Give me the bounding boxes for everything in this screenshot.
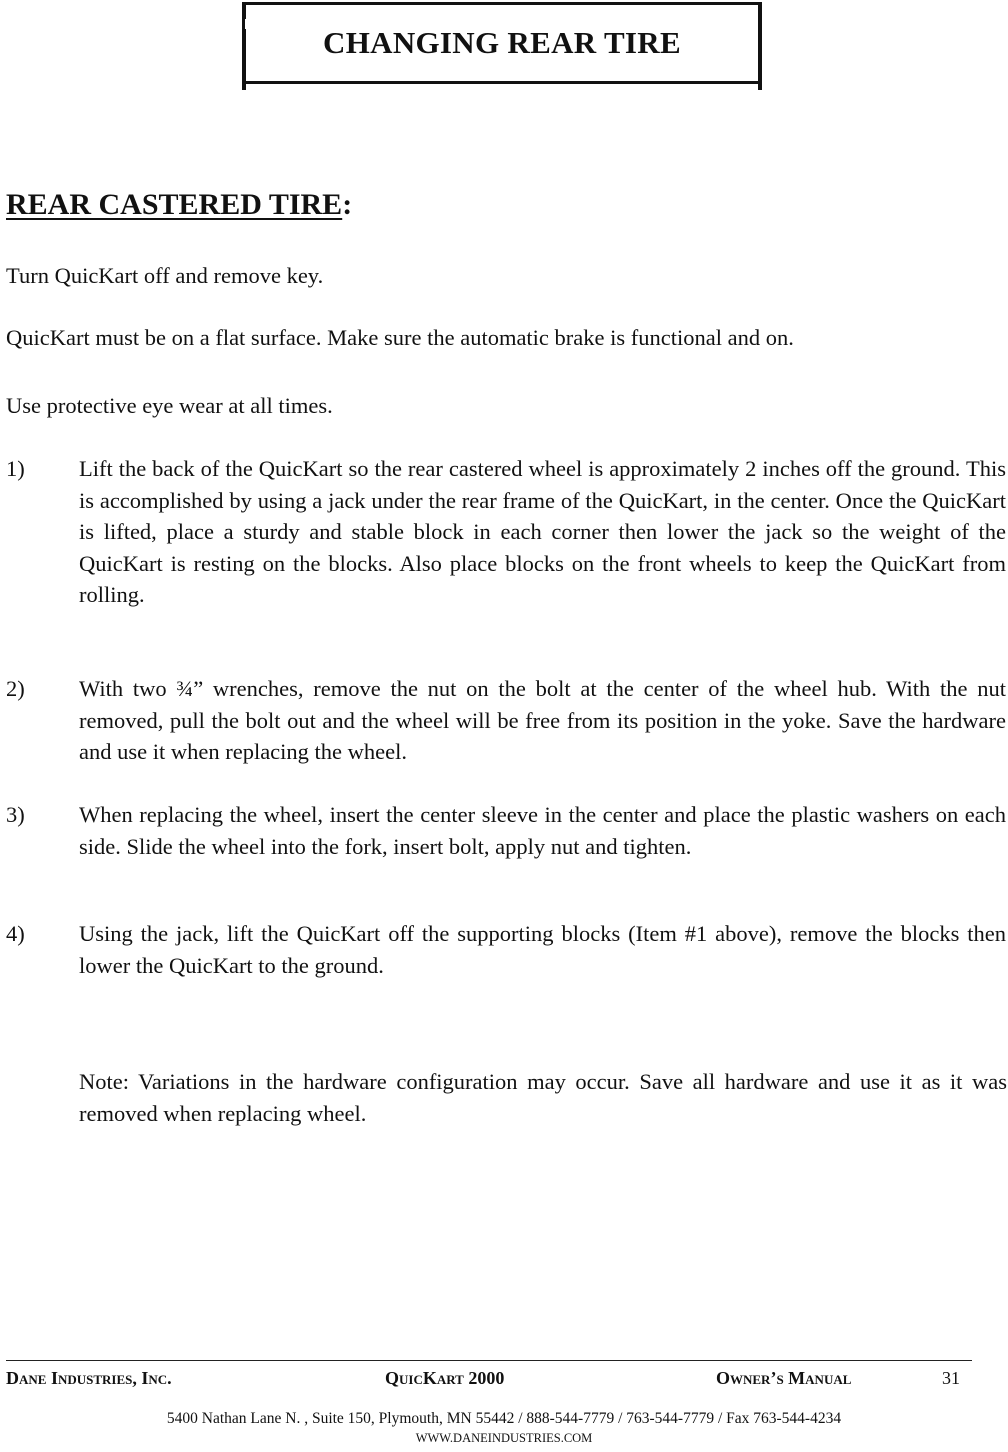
step-number: 2): [6, 676, 25, 701]
intro-paragraph-3: Use protective eye wear at all times.: [6, 393, 333, 418]
footer-manual-label: Owner’s Manual: [716, 1368, 852, 1388]
title-box: [242, 2, 762, 84]
section-heading-colon: :: [342, 188, 353, 221]
step-text: When replacing the wheel, insert the center sleeve in the center and place the plastic washers on each side. Slide the wheel into the fork, insert bolt, apply nut and tighten.: [79, 802, 1006, 859]
footer-address: 5400 Nathan Lane N. , Suite 150, Plymouth, MN 55442 / 888-544-7779 / 763-544-7779 / Fax 763-544-4234: [166, 1410, 842, 1427]
intro-paragraph-2: QuicKart must be on a flat surface. Make sure the automatic brake is functional and on.: [6, 325, 794, 350]
step-number: 4): [6, 921, 25, 946]
step-number: 1): [6, 456, 25, 481]
footer-website: WWW.DANEINDUSTRIES.COM: [415, 1431, 593, 1445]
footer-divider: [6, 1360, 972, 1361]
page-title: CHANGING REAR TIRE: [323, 25, 681, 60]
page-number: 31: [942, 1368, 960, 1388]
step-text: Lift the back of the QuicKart so the rear castered wheel is approximately 2 inches off the ground. This is accomplished by using a jack under the rear frame of the QuicKart, in the center. Once the QuicKart is lifted, place a sturdy and stable block in each corner then lower the jack so the weight of the QuicKart is resting on the blocks. Also place blocks on the front wheels to keep the QuicKart from rolling.: [79, 456, 1006, 607]
step-text: With two ¾” wrenches, remove the nut on the bolt at the center of the wheel hub. With the nut removed, pull the bolt out and the wheel will be free from its position in the yoke. Save the hardware and use it when replacing the wheel.: [79, 676, 1006, 764]
footer-company: Dane Industries, Inc.: [6, 1368, 172, 1388]
section-heading: [6, 188, 352, 222]
intro-paragraph-1: Turn QuicKart off and remove key.: [6, 263, 324, 288]
step-number: 3): [6, 802, 25, 827]
footer-product: QuicKart 2000: [385, 1368, 505, 1388]
step-text: Using the jack, lift the QuicKart off the supporting blocks (Item #1 above), remove the blocks then lower the QuicKart to the ground.: [79, 921, 1006, 978]
section-heading-text: REAR CASTERED TIRE: [6, 188, 343, 221]
note-paragraph: Note: Variations in the hardware configuration may occur. Save all hardware and use it as it was removed when replacing wheel.: [79, 1069, 1007, 1126]
